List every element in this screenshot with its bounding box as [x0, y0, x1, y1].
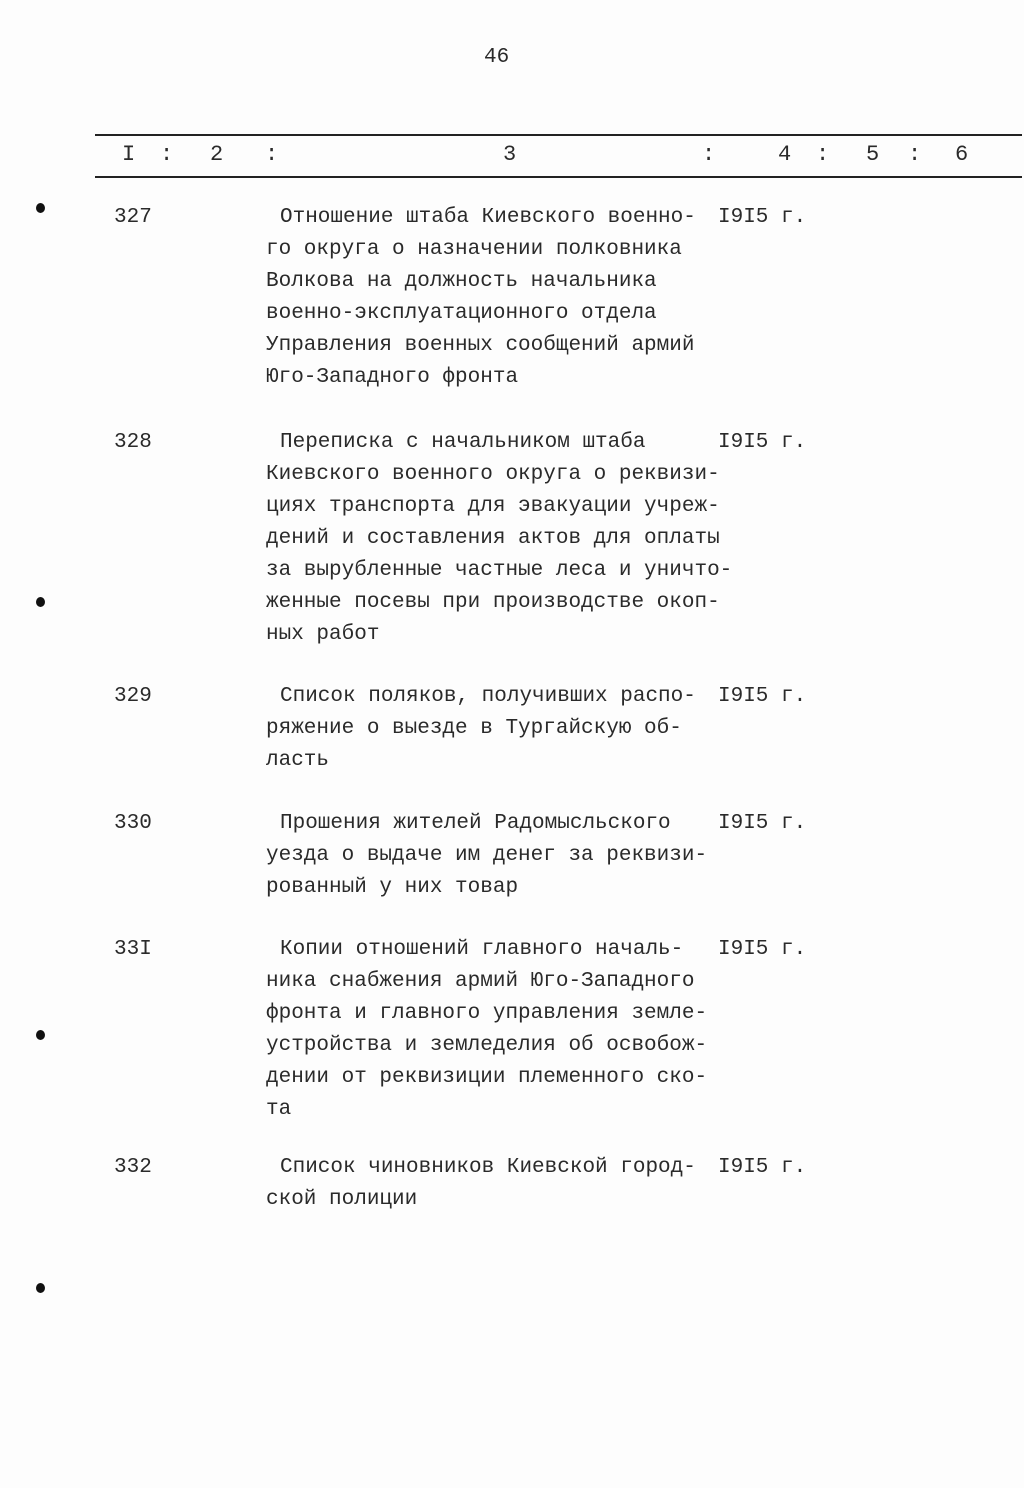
entry-title-line: дении от реквизиции племенного ско-: [266, 1066, 708, 1089]
header-col-6: 6: [955, 142, 969, 167]
entry-title-line: Прошения жителей Радомысльского: [280, 812, 671, 835]
entry-year: I9I5 г.: [718, 431, 807, 454]
header-col-3: 3: [503, 142, 517, 167]
entry-year: I9I5 г.: [718, 812, 807, 835]
entry-title-line: Волкова на должность начальника: [266, 270, 657, 293]
page-number: 46: [484, 46, 510, 69]
entry-title-line: ряжение о выезде в Тургайскую об-: [266, 717, 682, 740]
header-separator: :: [265, 142, 279, 167]
header-separator: :: [160, 142, 174, 167]
entry-number: 33I: [114, 938, 152, 961]
entry-title-line: циях транспорта для эвакуации учреж-: [266, 495, 720, 518]
header-separator: :: [908, 142, 922, 167]
header-col-5: 5: [866, 142, 880, 167]
header-col-1: I: [122, 142, 136, 167]
entry-title-line: фронта и главного управления земле-: [266, 1002, 708, 1025]
entry-number: 329: [114, 685, 152, 708]
entry-title-line: Киевского военного округа о реквизи-: [266, 463, 720, 486]
entry-title-line: ской полиции: [266, 1188, 418, 1211]
entry-title-line: го округа о назначении полковника: [266, 238, 682, 261]
entry-title-line: Юго-Западного фронта: [266, 366, 519, 389]
entry-title-line: Список чиновников Киевской город-: [280, 1156, 696, 1179]
entry-title-line: ных работ: [266, 623, 380, 646]
entry-title-line: та: [266, 1098, 292, 1121]
entry-title-line: Переписка с начальником штаба: [280, 431, 646, 454]
entry-title: [266, 934, 707, 1126]
entry-title: [266, 202, 696, 394]
entry-title: [266, 681, 696, 777]
header-col-2: 2: [210, 142, 224, 167]
entry-year: I9I5 г.: [718, 685, 807, 708]
entry-number: 327: [114, 206, 152, 229]
binding-hole-mark: [36, 1283, 45, 1293]
entry-year: I9I5 г.: [718, 1156, 807, 1179]
entry-title-line: уезда о выдаче им денег за реквизи-: [266, 844, 708, 867]
entry-number: 330: [114, 812, 152, 835]
entry-title-line: ника снабжения армий Юго-Западного: [266, 970, 695, 993]
entry-year: I9I5 г.: [718, 206, 807, 229]
entry-title: [266, 808, 707, 904]
header-top-rule: [95, 134, 1022, 136]
entry-title-line: Управления военных сообщений армий: [266, 334, 695, 357]
header-separator: :: [702, 142, 716, 167]
header-col-4: 4: [778, 142, 792, 167]
entry-title-line: Список поляков, получивших распо-: [280, 685, 696, 708]
entry-title-line: дений и составления актов для оплаты: [266, 527, 720, 550]
entry-title-line: рованный у них товар: [266, 876, 519, 899]
entry-title-line: Отношение штаба Киевского военно-: [280, 206, 696, 229]
header-separator: :: [816, 142, 830, 167]
entry-title-line: устройства и земледелия об освобож-: [266, 1034, 708, 1057]
entry-title-line: женные посевы при производстве окоп-: [266, 591, 720, 614]
binding-hole-mark: [36, 597, 45, 607]
entry-title-line: Копии отношений главного началь-: [280, 938, 684, 961]
binding-hole-mark: [36, 203, 45, 213]
entry-number: 332: [114, 1156, 152, 1179]
entry-title-line: за вырубленные частные леса и уничто-: [266, 559, 733, 582]
entry-title-line: ласть: [266, 749, 330, 772]
entry-year: I9I5 г.: [718, 938, 807, 961]
entry-title: [266, 427, 732, 651]
entry-title-line: военно-эксплуатационного отдела: [266, 302, 657, 325]
entry-title: [266, 1152, 696, 1216]
entry-number: 328: [114, 431, 152, 454]
header-bottom-rule: [95, 176, 1022, 178]
binding-hole-mark: [36, 1030, 45, 1040]
